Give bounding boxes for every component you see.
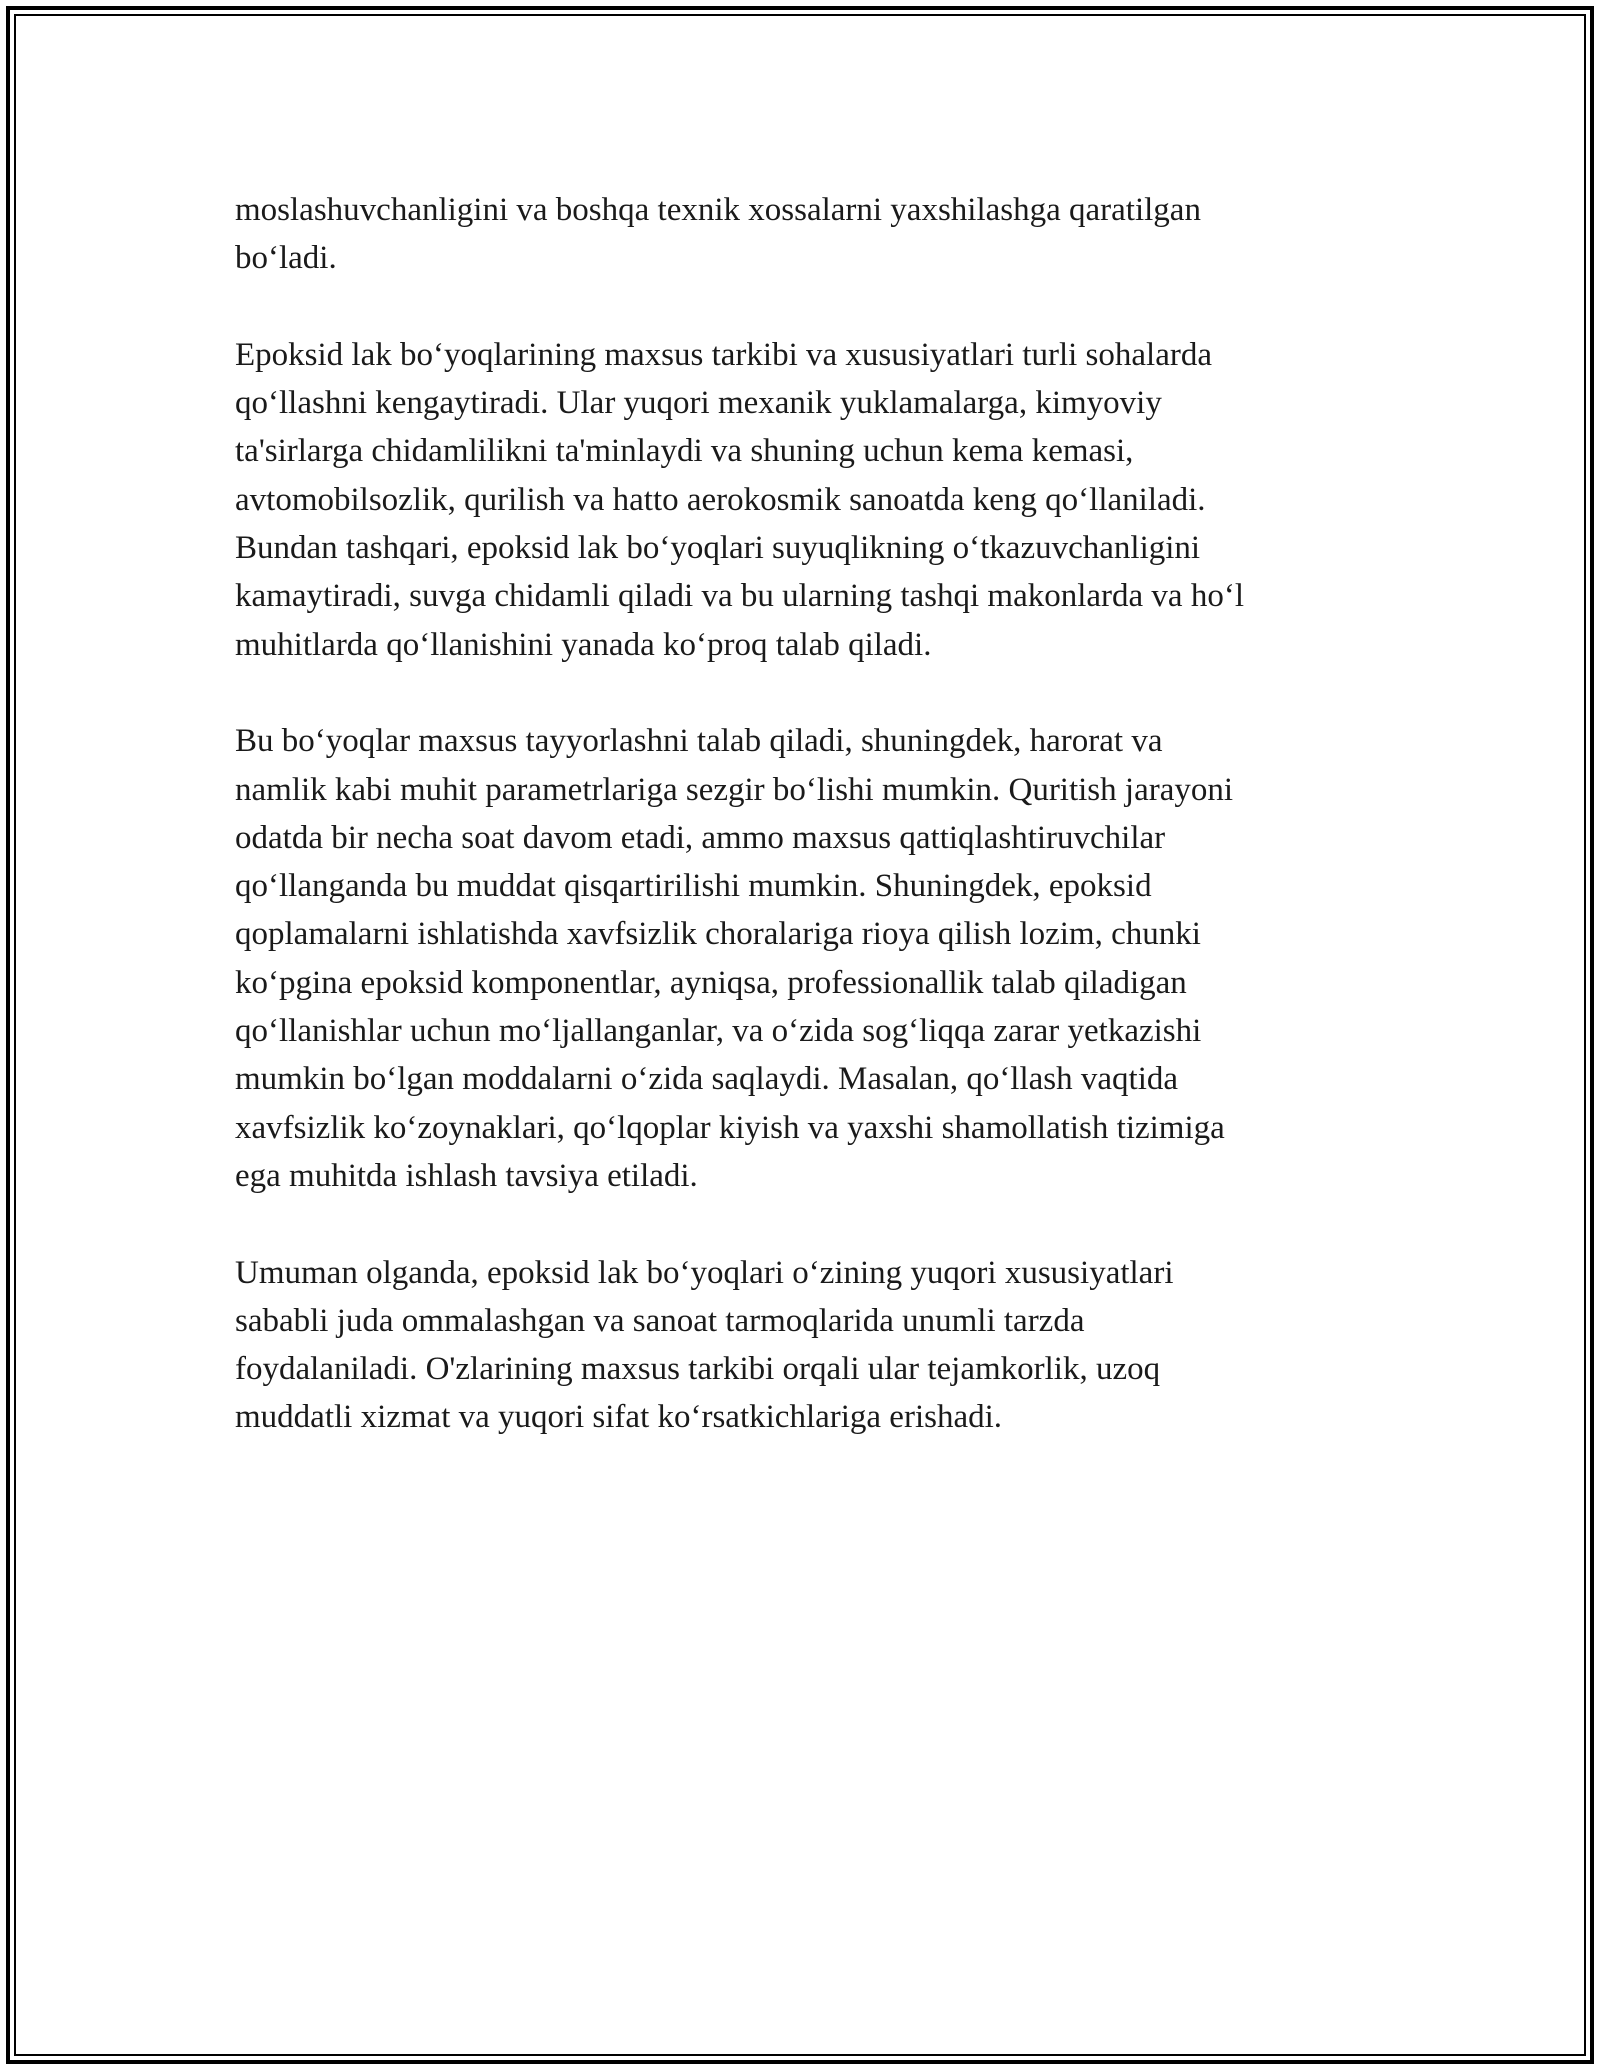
text-line: odatda bir necha soat davom etadi, ammo maxsus qattiqlashtiruvchilar — [235, 819, 1166, 856]
document-body — [235, 186, 1365, 1442]
text-line: namlik kabi muhit parametrlariga sezgir boʻlishi mumkin. Quritish jarayoni — [235, 771, 1234, 808]
text-line: moslashuvchanligini va boshqa texnik xossalarni yaxshilashga qaratilgan — [235, 192, 1201, 228]
text-line: qoʻllanganda bu muddat qisqartirilishi mumkin. Shuningdek, epoksid — [235, 868, 1152, 905]
text-line: koʻpgina epoksid komponentlar, ayniqsa, professionallik talab qiladigan — [235, 964, 1187, 1001]
text-line: Bundan tashqari, epoksid lak boʻyoqlari suyuqlikning oʻtkazuvchanligini — [235, 530, 1201, 567]
paragraph-2 — [235, 331, 1365, 669]
text-line: qoʻllanishlar uchun moʻljallanganlar, va oʻzida sogʻliqqa zarar yetkazishi — [235, 1013, 1202, 1050]
text-line: kamaytiradi, suvga chidamli qiladi va bu ularning tashqi makonlarda va hoʻl — [235, 578, 1244, 615]
text-line: boʻladi. — [235, 240, 337, 277]
text-line: qoplamalarni ishlatishda xavfsizlik choralariga rioya qilish lozim, chunki — [235, 916, 1201, 953]
text-line: Umuman olganda, epoksid lak boʻyoqlari oʻzining yuqori xususiyatlari — [235, 1254, 1174, 1291]
text-line: qoʻllashni kengaytiradi. Ular yuqori mexanik yuklamalarga, kimyoviy — [235, 385, 1162, 422]
text-line: muddatli xizmat va yuqori sifat koʻrsatkichlariga erishadi. — [235, 1399, 1003, 1436]
paragraph-4 — [235, 1249, 1365, 1442]
text-line: ta'sirlarga chidamlilikni ta'minlaydi va shuning uchun kema kemasi, — [235, 433, 1134, 470]
text-line: muhitlarda qoʻllanishini yanada koʻproq talab qiladi. — [235, 626, 932, 663]
paragraph-3 — [235, 717, 1365, 1200]
text-line: xavfsizlik koʻzoynaklari, qoʻlqoplar kiyish va yaxshi shamollatish tizimiga — [235, 1109, 1225, 1146]
paragraph-1 — [235, 186, 1365, 283]
text-line: avtomobilsozlik, qurilish va hatto aerokosmik sanoatda keng qoʻllaniladi. — [235, 481, 1206, 518]
text-line: Bu boʻyoqlar maxsus tayyorlashni talab qiladi, shuningdek, harorat va — [235, 723, 1163, 760]
text-line: Epoksid lak boʻyoqlarining maxsus tarkibi va xususiyatlari turli sohalarda — [235, 336, 1212, 373]
text-line: ega muhitda ishlash tavsiya etiladi. — [235, 1157, 698, 1194]
text-line: mumkin boʻlgan moddalarni oʻzida saqlaydi. Masalan, qoʻllash vaqtida — [235, 1061, 1179, 1098]
text-line: sababli juda ommalashgan va sanoat tarmoqlarida unumli tarzda — [235, 1302, 1085, 1339]
text-line: foydalaniladi. O'zlarining maxsus tarkibi orqali ular tejamkorlik, uzoq — [235, 1351, 1161, 1388]
